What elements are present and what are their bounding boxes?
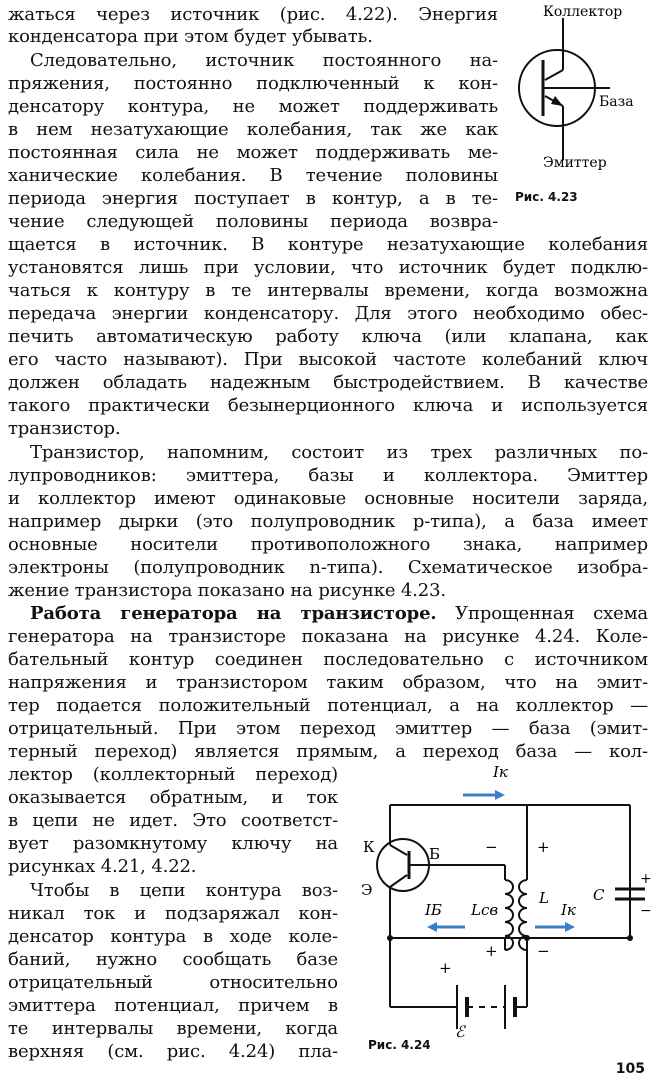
text-line: ханические колебания. В течение половины xyxy=(8,165,498,186)
text-line: эмиттера потенциал, причем в xyxy=(8,995,338,1016)
text-line: жаться через источник (рис. 4.22). Энергия xyxy=(8,4,498,25)
text-line: Чтобы в цепи контура воз- xyxy=(30,880,338,901)
fig423-caption: Рис. 4.23 xyxy=(515,190,578,204)
text-run: Упрощенная схема xyxy=(436,603,649,624)
text-line: чение следующей половины периода возвра- xyxy=(8,211,498,232)
sign-minus: − xyxy=(537,942,550,960)
text-line: лупроводников: эмиттера, базы и коллектора. Эмиттер xyxy=(8,465,648,486)
fig424-caption: Рис. 4.24 xyxy=(368,1038,431,1052)
text-line: основные носители противоположного знака, например xyxy=(8,534,648,555)
section-heading: Работа генератора на транзисторе. xyxy=(30,603,437,624)
sign-minus: − xyxy=(640,903,652,919)
fig423-collector-label: Коллектор xyxy=(543,4,623,20)
text-line xyxy=(8,603,648,625)
text-line: печить автоматическую работу ключа (или клапана, как xyxy=(8,326,648,347)
text-line: электроны (полупроводник n-типа). Схематическое изобра- xyxy=(8,557,648,578)
text-line: верхняя (см. рис. 4.24) пла- xyxy=(8,1041,338,1062)
label-lsv: Lсв xyxy=(471,901,499,919)
text-line: пряжения, постоянно подключенный к кон- xyxy=(8,73,498,94)
text-line: конденсатора при этом будет убывать. xyxy=(8,26,373,47)
fig423-emitter-label: Эмиттер xyxy=(543,155,607,171)
page-number: 105 xyxy=(615,1061,645,1077)
figure-4-24 xyxy=(355,755,655,1045)
text-line: денсатору контура, не может поддерживать xyxy=(8,96,498,117)
sign-minus: − xyxy=(485,838,498,856)
text-line: например дырки (это полупроводник p-типа), а база имеет xyxy=(8,511,648,532)
label-ik-top: Iк xyxy=(493,763,508,781)
text-line: периода энергия поступает в контур, а в те- xyxy=(8,188,498,209)
text-line: чаться к контуру в те интервалы времени, когда возможна xyxy=(8,280,648,301)
label-ib: IБ xyxy=(425,901,442,919)
battery-plus: + xyxy=(439,959,452,977)
label-e: Э xyxy=(361,881,373,899)
text-line: и коллектор имеют одинаковые основные носители заряда, xyxy=(8,488,648,509)
text-line: в цепи не идет. Это соответст- xyxy=(8,810,338,831)
text-line: Следовательно, источник постоянного на- xyxy=(30,50,498,71)
coupling-coil xyxy=(505,880,513,950)
text-line: баний, нужно сообщать базе xyxy=(8,949,338,970)
text-line: напряжения и транзистором таким образом, что на эмит- xyxy=(8,672,648,693)
text-line: в нем незатухающие колебания, так же как xyxy=(8,119,498,140)
label-emf: ℰ xyxy=(455,1022,465,1041)
text-line: терный переход) является прямым, а переход база — кол- xyxy=(8,741,648,762)
label-c: C xyxy=(593,886,605,904)
text-line: лектор (коллекторный переход) xyxy=(8,764,338,785)
emitter-arrow xyxy=(551,96,563,106)
text-line: денсатор контура в ходе коле- xyxy=(8,926,338,947)
text-line: рисунках 4.21, 4.22. xyxy=(8,856,197,877)
text-line: те интервалы времени, когда xyxy=(8,1018,338,1039)
text-line: транзистор. xyxy=(8,418,121,439)
text-line: генератора на транзисторе показана на рисунке 4.24. Коле- xyxy=(8,626,648,647)
text-line: передача энергии конденсатору. Для этого необходимо обес- xyxy=(8,303,648,324)
text-line: постоянная сила не может поддерживать ме- xyxy=(8,142,498,163)
text-line: никал ток и подзаряжал кон- xyxy=(8,903,338,924)
text-line: Транзистор, напомним, состоит из трех различных по- xyxy=(30,442,648,463)
text-line: тер подается положительный потенциал, а на коллектор — xyxy=(8,695,648,716)
fig423-base-label: База xyxy=(599,94,634,110)
label-l: L xyxy=(539,889,549,907)
text-line: оказывается обратным, и ток xyxy=(8,787,338,808)
text-line: должен обладать надежным быстродействием. В качестве xyxy=(8,372,648,393)
label-b: Б xyxy=(429,845,441,863)
sign-plus: + xyxy=(485,942,498,960)
text-line: бательный контур соединен последовательно с источником xyxy=(8,649,648,670)
label-ik: Iк xyxy=(561,901,576,919)
label-k: К xyxy=(363,838,375,856)
text-line: его часто называют). При высокой частоте колебаний ключ xyxy=(8,349,648,370)
text-line: щается в источник. В контуре незатухающие колебания xyxy=(8,234,648,255)
text-line: установятся лишь при условии, что источник будет подклю- xyxy=(8,257,648,278)
text-line: вует разомкнутому ключу на xyxy=(8,833,338,854)
text-line: такого практически безынерционного ключа и используется xyxy=(8,395,648,416)
text-line: отрицательный относительно xyxy=(8,972,338,993)
sign-plus: + xyxy=(537,838,550,856)
sign-plus: + xyxy=(640,871,652,887)
text-line: отрицательный. При этом переход эмиттер — база (эмит- xyxy=(8,718,648,739)
text-line: жение транзистора показано на рисунке 4.23. xyxy=(8,580,446,601)
figure-4-23 xyxy=(505,0,653,215)
